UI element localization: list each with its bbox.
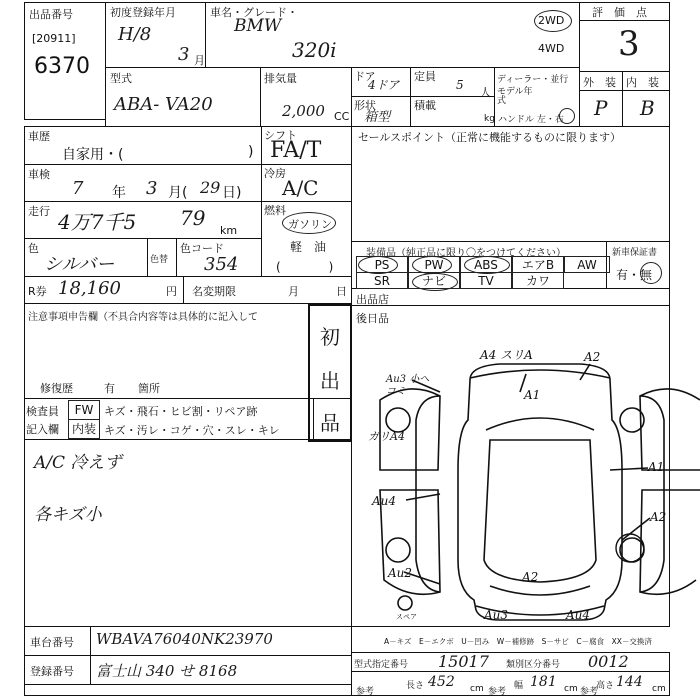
repair-place: 箇所: [138, 382, 160, 395]
equipment-item-row2-2: TV: [460, 272, 512, 289]
damage-mark-right-rear: A2: [650, 510, 667, 524]
mileage-value: 4万7千5: [58, 210, 137, 234]
interior-items: キズ・汚レ・コゲ・穴・スレ・キレ: [104, 424, 280, 437]
type-cert-label: 型式指定番号: [354, 660, 409, 670]
interior-items-label: 内装: [68, 419, 100, 439]
load-unit: kg: [484, 114, 495, 124]
shift-value: FA/T: [270, 138, 322, 163]
inspection-year: 7: [72, 178, 84, 199]
length-ref: 参考: [356, 687, 375, 697]
width-unit: cm: [564, 684, 578, 694]
rear-seat-label: 後日品: [356, 312, 389, 325]
color-value: シルバー: [44, 254, 115, 275]
load-label: 積載: [414, 99, 436, 112]
damage-mark-left-door: Au4: [372, 494, 397, 508]
warranty-none-circle: [640, 262, 662, 284]
fuel-label: 燃料: [264, 204, 286, 217]
inspection-day-suffix: 日): [222, 185, 242, 201]
outlet-label: 出品店: [356, 293, 389, 306]
interior-grade: B: [640, 96, 655, 120]
damage-mark-front-left: Au3 小ヘコミ: [386, 374, 430, 397]
inspection-day: 29: [200, 178, 221, 197]
damage-mark-rear-right: Au4: [566, 608, 591, 622]
mileage-label: 走行: [28, 205, 50, 218]
equipment-item-row2-3: カワ: [512, 272, 564, 289]
score-label-divider: [579, 20, 670, 21]
name-change-month: 月: [288, 285, 299, 298]
inspector-label: 検査員: [26, 405, 59, 418]
color-label: 色: [28, 242, 39, 255]
model-make: BMW: [234, 16, 282, 36]
first-reg-year: H/8: [118, 24, 152, 45]
damage-mark-front: A4 スリA: [480, 348, 533, 362]
height-unit: cm: [652, 684, 666, 694]
history-value: 自家用・(: [62, 147, 124, 163]
name-change-day: 日: [336, 285, 347, 298]
inspector-items: キズ・飛石・ヒビ割・リペア跡: [104, 405, 258, 418]
displacement-label: 排気量: [264, 72, 297, 85]
recycle-label: R券: [28, 285, 47, 298]
repair-value: 有: [104, 382, 115, 395]
first-listing-char-1: 初: [320, 325, 340, 349]
height-value: 144: [616, 674, 643, 690]
spare-label: スペア: [396, 613, 417, 621]
registration-divider: [90, 655, 91, 685]
fuel-gasoline: ガソリン: [288, 218, 332, 231]
first-reg-month: 3: [178, 44, 190, 65]
color-code-value: 354: [204, 254, 239, 275]
warranty-label: 新車保証書: [612, 248, 658, 258]
class-label: 類別区分番号: [506, 660, 561, 670]
height-ref: 参考: [580, 687, 599, 697]
door-value: 4ドア: [368, 78, 400, 92]
equipment-item-row2-1: ナビ: [408, 272, 460, 289]
capacity-unit: 人: [480, 86, 491, 99]
capacity-value: 5: [456, 78, 464, 92]
inspection-month: 3: [146, 178, 158, 199]
handle-label: ハンドル 左・右: [498, 115, 564, 125]
damage-mark-rear-left: Au3: [484, 608, 509, 622]
first-reg-label: 初度登録年月: [110, 6, 176, 19]
type-cert-value: 15017: [438, 652, 489, 671]
registration-value: 富士山 340 せ 8168: [96, 662, 238, 680]
equipment-item-1: PW: [408, 256, 460, 273]
handwritten-note-2: 各キズ小: [34, 505, 102, 525]
displacement-unit: CC: [334, 110, 350, 123]
vin-value: WBAVA76040NK23970: [96, 630, 273, 648]
vin-divider: [90, 626, 91, 656]
model-label: 車名・グレード・: [210, 6, 298, 19]
dealer-label: ディーラー・並行: [497, 75, 569, 85]
ac-label: 冷房: [264, 167, 286, 180]
inspection-month-suffix: 月(: [168, 185, 188, 201]
exterior-interior-divider-v: [622, 71, 623, 127]
color-change-label: 色替: [150, 255, 169, 265]
damage-legend: A－キズ E－エクボ U－凹み W－補修跡 S－サビ C－腐食 XX－交換済: [384, 637, 652, 646]
first-reg-month-suffix: 月: [194, 54, 205, 67]
handle-right-circle: [559, 108, 575, 124]
drive-4wd-label: 4WD: [538, 42, 565, 55]
score-value: 3: [618, 24, 640, 64]
interior-label: 内 装: [626, 76, 659, 89]
name-change-label: 名変期限: [192, 285, 236, 298]
mileage-unit: km: [220, 224, 238, 237]
equipment-item-2: ABS: [460, 256, 512, 273]
handwritten-note-1: A/C 冷えず: [34, 453, 122, 473]
equipment-item-0: PS: [356, 256, 408, 273]
repair-label: 修復歴: [40, 382, 73, 395]
footer-bottom-strip: [24, 684, 352, 696]
type-label: 型式: [110, 72, 132, 85]
exterior-label: 外 装: [583, 76, 616, 89]
equipment-item-3: エアB: [512, 256, 564, 273]
notes-label: 注意事項申告欄（不具合内容等は具体的に記入して: [28, 312, 258, 323]
shape-value: 箱型: [364, 110, 391, 125]
equipment-label: 装備品（純正品に限り〇をつけてください）: [366, 248, 566, 259]
damage-mark-hood: A1: [524, 388, 541, 402]
color-code-label: 色コード: [180, 242, 224, 255]
history-box: [24, 126, 262, 165]
length-label: 長さ: [406, 681, 425, 691]
width-value: 181: [530, 674, 557, 690]
damage-mark-left-fender: ガリA4: [368, 430, 405, 443]
fuel-other: ( ): [276, 260, 334, 274]
history-label: 車歴: [28, 130, 50, 143]
history-close: ): [248, 144, 254, 160]
ac-value: A/C: [282, 176, 319, 200]
damage-mark-trunk: A2: [522, 570, 539, 584]
fuel-diesel: 軽 油: [290, 240, 327, 254]
length-value: 452: [428, 674, 455, 690]
model-year-label: モデル年式: [497, 87, 533, 106]
type-value: ABA- VA20: [114, 94, 213, 115]
equipment-item-row2-0: SR: [356, 272, 408, 289]
first-listing-char-3: 品: [320, 411, 340, 435]
equipment-item-4: AW: [564, 256, 610, 273]
exterior-grade: P: [594, 96, 608, 120]
inspection-year-suffix: 年: [112, 185, 126, 201]
lot-number-label: 出品番号: [29, 8, 73, 21]
registration-label: 登録番号: [30, 665, 74, 678]
damage-mark-right-front: A1: [648, 460, 665, 474]
mileage-tail: 79: [180, 206, 206, 230]
model-grade: 320i: [292, 38, 337, 62]
sales-point-label: セールスポイント（正常に機能するものに限ります）: [358, 131, 622, 144]
displacement-value: 2,000: [282, 102, 325, 120]
first-listing-char-2: 出: [320, 369, 340, 393]
class-value: 0012: [588, 652, 629, 671]
capacity-label: 定員: [414, 70, 436, 83]
width-ref: 参考: [488, 687, 507, 697]
door-label: ドア: [354, 70, 376, 83]
shift-label: シフト: [264, 129, 297, 142]
height-label: 高さ: [596, 681, 615, 691]
inspector-fw: FW: [68, 400, 100, 420]
shape-label: 形状: [354, 99, 376, 112]
lot-sub-number: [20911]: [32, 32, 76, 45]
vin-label: 車台番号: [30, 636, 74, 649]
damage-mark-left-rear: Au2: [388, 566, 413, 580]
inspection-label: 車検: [28, 168, 50, 181]
exterior-interior-divider-h: [579, 90, 670, 91]
recycle-unit: 円: [166, 285, 177, 298]
drive-2wd-label: 2WD: [538, 14, 565, 27]
warranty-value: 有・無: [616, 268, 653, 282]
recycle-value: 18,160: [58, 278, 121, 299]
lot-number-value: 6370: [34, 54, 90, 79]
score-label: 評 価 点: [592, 6, 647, 19]
width-label: 幅: [514, 681, 524, 691]
length-unit: cm: [470, 684, 484, 694]
inspector-label-2: 記入欄: [26, 423, 59, 436]
outlet-box: [351, 288, 670, 306]
damage-mark-front-right: A2: [584, 350, 601, 364]
